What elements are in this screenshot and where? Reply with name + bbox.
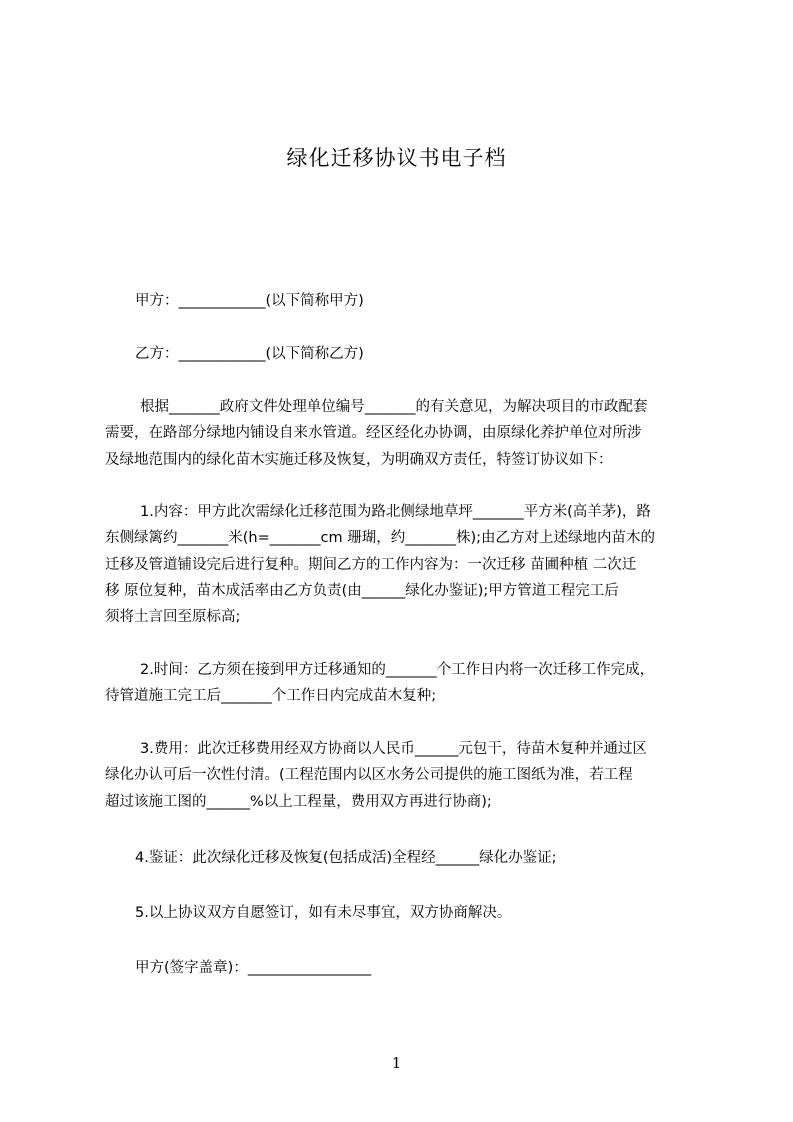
clause-line: 2.时间：乙方须在接到甲方迁移通知的_______个工作日内将一次迁移工作完成， xyxy=(140,662,655,678)
clause-line: 须将土言回至原标高; xyxy=(105,609,241,626)
signature-party-a: 甲方(签字盖章)：_________________ xyxy=(135,960,372,976)
clause-line: 迁移及管道铺设完后进行复种。期间乙方的工作内容为：一次迁移 苗圃种植 二次迁 xyxy=(105,556,637,573)
clause-line: 3.费用：此次迁移费用经双方协商以人民币______元包干，待苗木复种并通过区 xyxy=(140,741,647,757)
document-title: 绿化迁移协议书电子档 xyxy=(286,146,507,170)
clause-1-paragraph xyxy=(105,499,705,630)
clause-line: 东侧绿篱约_______米(h=_______cm 珊瑚，约_______株);由乙方对上述绿地内苗木的 xyxy=(105,530,655,547)
page-number: 1 xyxy=(391,1054,402,1072)
intro-line: 需要，在路部分绿地内铺设自来水管道。经区经化办协调，由原绿化养护单位对所涉 xyxy=(105,425,642,442)
intro-line: 及绿地范围内的绿化苗木实施迁移及恢复，为明确双方责任，特签订协议如下： xyxy=(105,451,613,468)
clause-5-paragraph: 5.以上协议双方自愿签订，如有未尽事宜，双方协商解决。 xyxy=(135,905,512,921)
clause-line: 绿化办认可后一次性付清。(工程范围内以区水务公司提供的施工图纸为准，若工程 xyxy=(105,767,633,784)
party-a-line: 甲方：____________(以下简称甲方) xyxy=(135,293,364,309)
clause-line: 1.内容：甲方此次需绿化迁移范围为路北侧绿地草坪_______平方米(高羊茅)，路 xyxy=(140,504,651,520)
clause-line: 移 原位复种，苗木成活率由乙方负责(由______绿化办鉴证);甲方管道工程完工后 xyxy=(105,582,619,599)
clause-line: 超过该施工图的______%以上工程量，费用双方再进行协商); xyxy=(105,793,492,810)
intro-paragraph xyxy=(105,394,705,473)
clause-3-paragraph xyxy=(105,736,705,815)
clause-line: 待管道施工完工后_______个工作日内完成苗木复种; xyxy=(105,688,437,705)
clause-4-paragraph: 4.鉴证：此次绿化迁移及恢复(包括成活)全程经______绿化办鉴证; xyxy=(135,850,557,866)
intro-line: 根据_______政府文件处理单位编号_______的有关意见，为解决项目的市政配套 xyxy=(140,399,648,415)
clause-2-paragraph xyxy=(105,657,705,710)
party-b-line: 乙方：____________(以下简称乙方) xyxy=(135,346,364,362)
